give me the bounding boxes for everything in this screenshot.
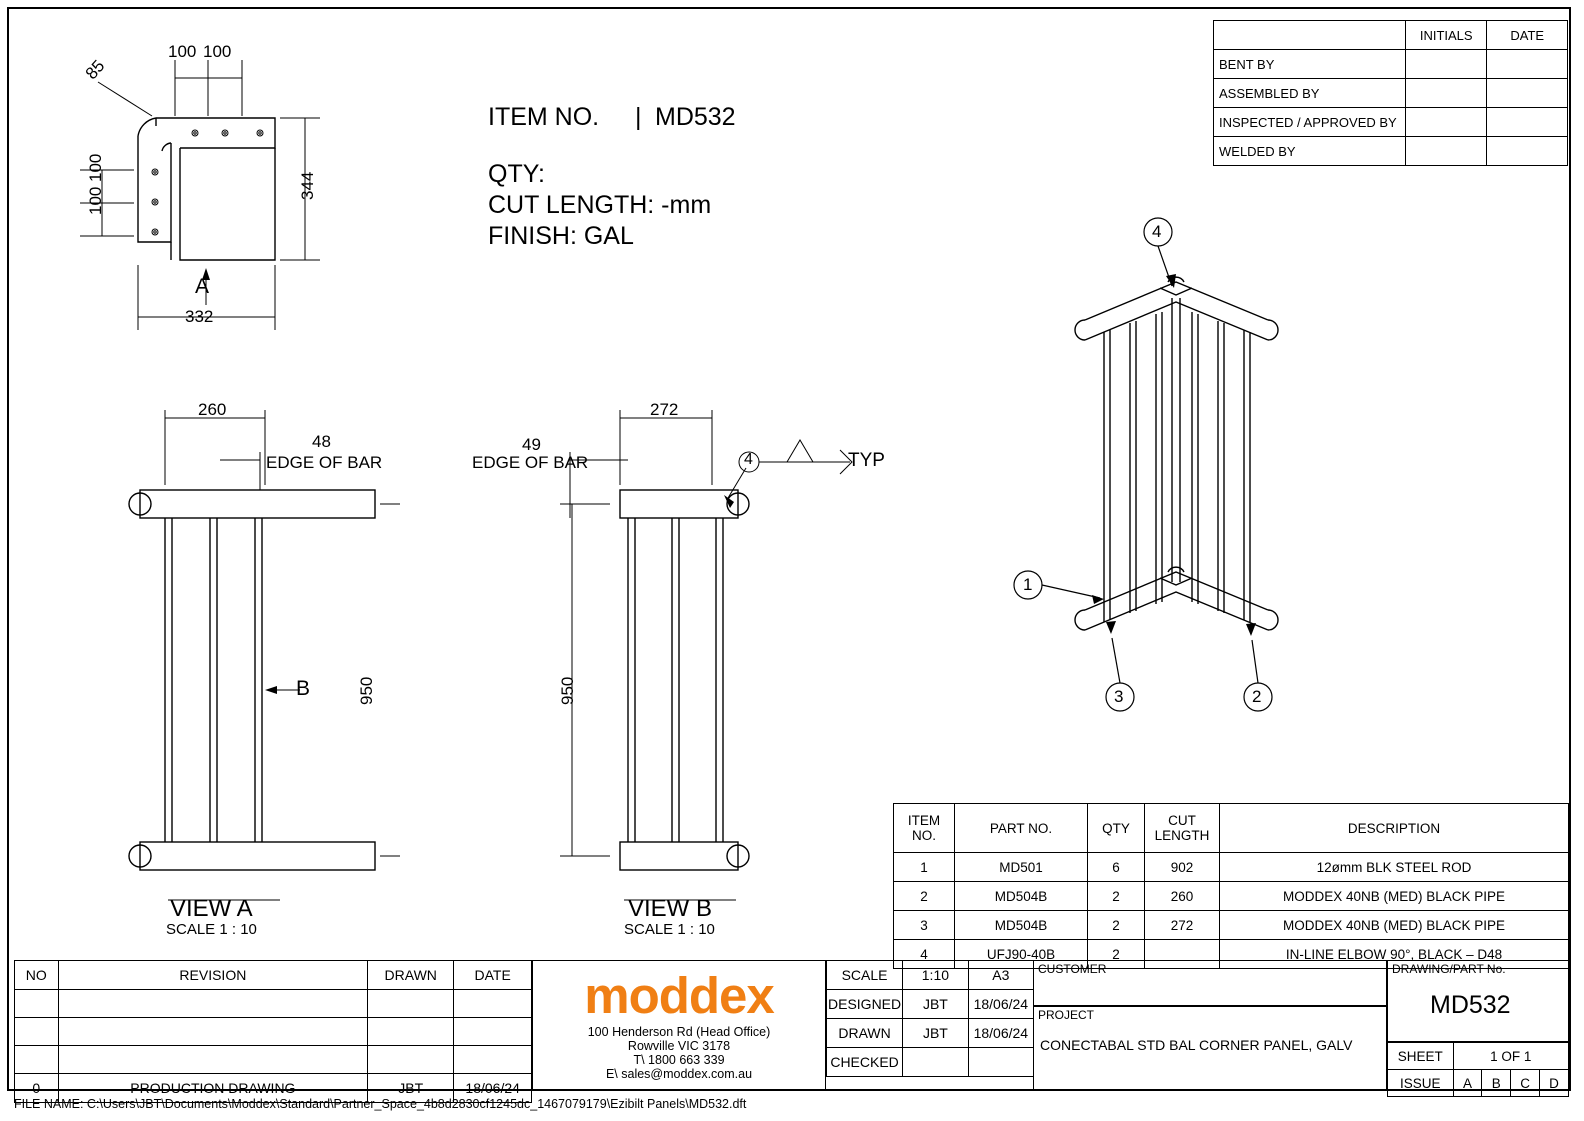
sheet-value: 1 OF 1 <box>1453 1043 1568 1070</box>
bom-item-3: 3 <box>894 911 955 940</box>
bom-header-row <box>894 804 1569 853</box>
company-email[interactable]: E\ sales@moddex.com.au <box>605 1067 753 1081</box>
item-no-value: MD532 <box>655 103 736 131</box>
designed-label: DESIGNED <box>827 990 903 1019</box>
sheet-size: A3 <box>968 961 1033 990</box>
drawn-label: DRAWN <box>827 1019 903 1048</box>
item-no-separator: | <box>635 103 642 131</box>
top-dim-100d: 100 <box>86 186 105 215</box>
footer-file-name: FILE NAME: C:\Users\JBT\Documents\Moddex\Standard\Partner_Space_4b8d2830cf1245dc_1467079179\Ezibilt Panels\MD532.dft <box>14 1097 747 1111</box>
view-b-dim-950: 950 <box>558 676 577 705</box>
finish-label: FINISH: GAL <box>488 222 634 250</box>
top-dim-332: 332 <box>185 307 214 326</box>
signoff-header-row <box>1214 21 1568 50</box>
view-a-edge-note: EDGE OF BAR <box>266 453 383 472</box>
revision-row <box>15 990 532 1018</box>
bom-cut-1: 902 <box>1145 853 1220 882</box>
revision-text-blank-2[interactable] <box>58 1018 368 1046</box>
drawn-date: 18/06/24 <box>968 1019 1033 1048</box>
signoff-row <box>1214 50 1568 79</box>
weld-typ-label: TYP <box>848 450 885 471</box>
signoff-row <box>1214 137 1568 166</box>
view-b-dim-272: 272 <box>650 400 679 419</box>
signoff-table <box>1213 20 1568 166</box>
revision-header-drawn: DRAWN <box>368 961 454 990</box>
view-b-scale: SCALE 1 : 10 <box>624 921 715 938</box>
revision-row <box>15 1046 532 1074</box>
bom-part-2: MD504B <box>955 882 1088 911</box>
signoff-date-welded-by[interactable] <box>1487 137 1568 166</box>
bom-cut-2: 260 <box>1145 882 1220 911</box>
meta-row-checked <box>827 1048 1034 1077</box>
project-value: CONECTABAL STD BAL CORNER PANEL, GALV <box>1040 1037 1353 1053</box>
revision-header-date: DATE <box>454 961 532 990</box>
signoff-initials-inspected[interactable] <box>1405 108 1487 137</box>
revision-drawn-blank-2[interactable] <box>368 1018 454 1046</box>
bom-row <box>894 853 1569 882</box>
view-b-dim-49: 49 <box>522 435 541 454</box>
bom-header-description: DESCRIPTION <box>1220 804 1569 853</box>
checked-by[interactable] <box>903 1048 969 1077</box>
revision-date-blank-1[interactable] <box>454 990 532 1018</box>
section-arrow-b-label: B <box>296 677 311 700</box>
revision-header-row <box>15 961 532 990</box>
signoff-date-bent-by[interactable] <box>1487 50 1568 79</box>
view-b-title: VIEW B <box>628 895 713 922</box>
view-a-dim-48: 48 <box>312 432 331 451</box>
signoff-header-blank <box>1214 21 1406 50</box>
bom-row <box>894 911 1569 940</box>
company-address-line2: Rowville VIC 3178 <box>627 1039 731 1053</box>
sheet-issue-table <box>1387 1042 1569 1097</box>
signoff-date-inspected[interactable] <box>1487 108 1568 137</box>
sheet-label: SHEET <box>1388 1043 1454 1070</box>
issue-col-b[interactable]: B <box>1482 1070 1511 1097</box>
company-phone: T\ 1800 663 339 <box>633 1053 725 1067</box>
view-a-title: VIEW A <box>170 895 253 922</box>
project-block <box>1033 1006 1387 1091</box>
revision-no-blank-3[interactable] <box>15 1046 59 1074</box>
bom-qty-4: 2 <box>1088 940 1145 969</box>
top-dim-100c: 100 <box>86 153 105 182</box>
drawing-no-block <box>1387 960 1569 1042</box>
drawn-by: JBT <box>903 1019 969 1048</box>
meta-row-drawn <box>827 1019 1034 1048</box>
signoff-initials-welded-by[interactable] <box>1405 137 1487 166</box>
signoff-row <box>1214 79 1568 108</box>
signoff-label-bent-by: BENT BY <box>1214 50 1406 79</box>
view-a-dim-260: 260 <box>198 400 227 419</box>
scale-label: SCALE <box>827 961 903 990</box>
revision-header-no: NO <box>15 961 59 990</box>
company-block <box>532 960 826 1091</box>
revision-date-blank-3[interactable] <box>454 1046 532 1074</box>
revision-row <box>15 1018 532 1046</box>
revision-no-blank-2[interactable] <box>15 1018 59 1046</box>
signoff-row <box>1214 108 1568 137</box>
bom-qty-1: 6 <box>1088 853 1145 882</box>
cut-length-label: CUT LENGTH: -mm <box>488 191 712 219</box>
sheet-row <box>1388 1043 1569 1070</box>
company-address-line1: 100 Henderson Rd (Head Office) <box>587 1025 771 1039</box>
revision-date-blank-2[interactable] <box>454 1018 532 1046</box>
bom-item-1: 1 <box>894 853 955 882</box>
meta-row-designed <box>827 990 1034 1019</box>
bom-desc-4: IN-LINE ELBOW 90°, BLACK – D48 <box>1220 940 1569 969</box>
issue-row <box>1388 1070 1569 1097</box>
view-b-edge-note: EDGE OF BAR <box>472 453 589 472</box>
revision-no-0: 0 <box>15 1074 59 1103</box>
section-arrow-a-label: A <box>195 275 210 298</box>
revision-drawn-blank-1[interactable] <box>368 990 454 1018</box>
top-dim-100a: 100 <box>168 42 197 61</box>
revision-text-blank-1[interactable] <box>58 990 368 1018</box>
bom-row <box>894 882 1569 911</box>
qty-label: QTY: <box>488 160 545 188</box>
iso-balloon-3: 3 <box>1114 687 1124 706</box>
bom-cut-3: 272 <box>1145 911 1220 940</box>
issue-col-a[interactable]: A <box>1453 1070 1482 1097</box>
meta-table <box>826 960 1034 1077</box>
drawing-no-label: DRAWING/PART No. <box>1392 962 1506 976</box>
customer-label: CUSTOMER <box>1038 962 1107 976</box>
revision-drawn-blank-3[interactable] <box>368 1046 454 1074</box>
bom-part-1: MD501 <box>955 853 1088 882</box>
signoff-date-assembled-by[interactable] <box>1487 79 1568 108</box>
checked-date[interactable] <box>968 1048 1033 1077</box>
meta-row-scale <box>827 961 1034 990</box>
designed-by: JBT <box>903 990 969 1019</box>
bom-header-item-no: ITEM NO. <box>894 804 955 853</box>
view-a-dim-950: 950 <box>357 676 376 705</box>
view-a-drawing <box>110 390 400 950</box>
signoff-label-welded-by: WELDED BY <box>1214 137 1406 166</box>
bom-part-3: MD504B <box>955 911 1088 940</box>
moddex-logo: moddex <box>584 967 774 1024</box>
revision-date-180624: 18/06/24 <box>454 1074 532 1103</box>
bom-part-4: UFJ90-40B <box>955 940 1088 969</box>
revision-table <box>14 960 532 1103</box>
iso-balloon-4: 4 <box>1152 222 1162 241</box>
signoff-header-initials: INITIALS <box>1405 21 1487 50</box>
view-b-drawing <box>500 390 900 950</box>
bom-header-part-no: PART NO. <box>955 804 1088 853</box>
view-a-scale: SCALE 1 : 10 <box>166 921 257 938</box>
bom-desc-2: MODDEX 40NB (MED) BLACK PIPE <box>1220 882 1569 911</box>
bom-qty-2: 2 <box>1088 882 1145 911</box>
isometric-view-drawing <box>1000 210 1360 730</box>
revision-header-revision: REVISION <box>58 961 368 990</box>
project-label: PROJECT <box>1038 1008 1095 1022</box>
bom-item-2: 2 <box>894 882 955 911</box>
bom-header-qty: QTY <box>1088 804 1145 853</box>
top-dim-85: 85 <box>81 56 109 84</box>
customer-block <box>1033 960 1387 1006</box>
revision-drawn-jbt: JBT <box>368 1074 454 1103</box>
signoff-header-date: DATE <box>1487 21 1568 50</box>
revision-text-production-drawing: PRODUCTION DRAWING <box>58 1074 368 1103</box>
weld-balloon-4: 4 <box>744 451 753 468</box>
signoff-label-inspected-approved-by: INSPECTED / APPROVED BY <box>1214 108 1406 137</box>
issue-col-d[interactable]: D <box>1540 1070 1569 1097</box>
top-dim-100b: 100 <box>203 42 232 61</box>
signoff-initials-bent-by[interactable] <box>1405 50 1487 79</box>
bom-header-cut-length: CUT LENGTH <box>1145 804 1220 853</box>
designed-date: 18/06/24 <box>968 990 1033 1019</box>
signoff-initials-assembled-by[interactable] <box>1405 79 1487 108</box>
issue-col-c[interactable]: C <box>1511 1070 1540 1097</box>
top-dim-344: 344 <box>298 171 317 200</box>
bom-table <box>893 803 1569 969</box>
iso-balloon-1: 1 <box>1023 575 1033 594</box>
bom-desc-3: MODDEX 40NB (MED) BLACK PIPE <box>1220 911 1569 940</box>
bom-item-4: 4 <box>894 940 955 969</box>
item-no-label: ITEM NO. <box>488 103 600 131</box>
issue-label: ISSUE <box>1388 1070 1454 1097</box>
scale-value: 1:10 <box>903 961 969 990</box>
revision-text-blank-3[interactable] <box>58 1046 368 1074</box>
drawing-no-value: MD532 <box>1430 991 1511 1019</box>
checked-label: CHECKED <box>827 1048 903 1077</box>
bom-qty-3: 2 <box>1088 911 1145 940</box>
signoff-label-assembled-by: ASSEMBLED BY <box>1214 79 1406 108</box>
bom-desc-1: 12ømm BLK STEEL ROD <box>1220 853 1569 882</box>
revision-no-blank-1[interactable] <box>15 990 59 1018</box>
iso-balloon-2: 2 <box>1252 687 1262 706</box>
